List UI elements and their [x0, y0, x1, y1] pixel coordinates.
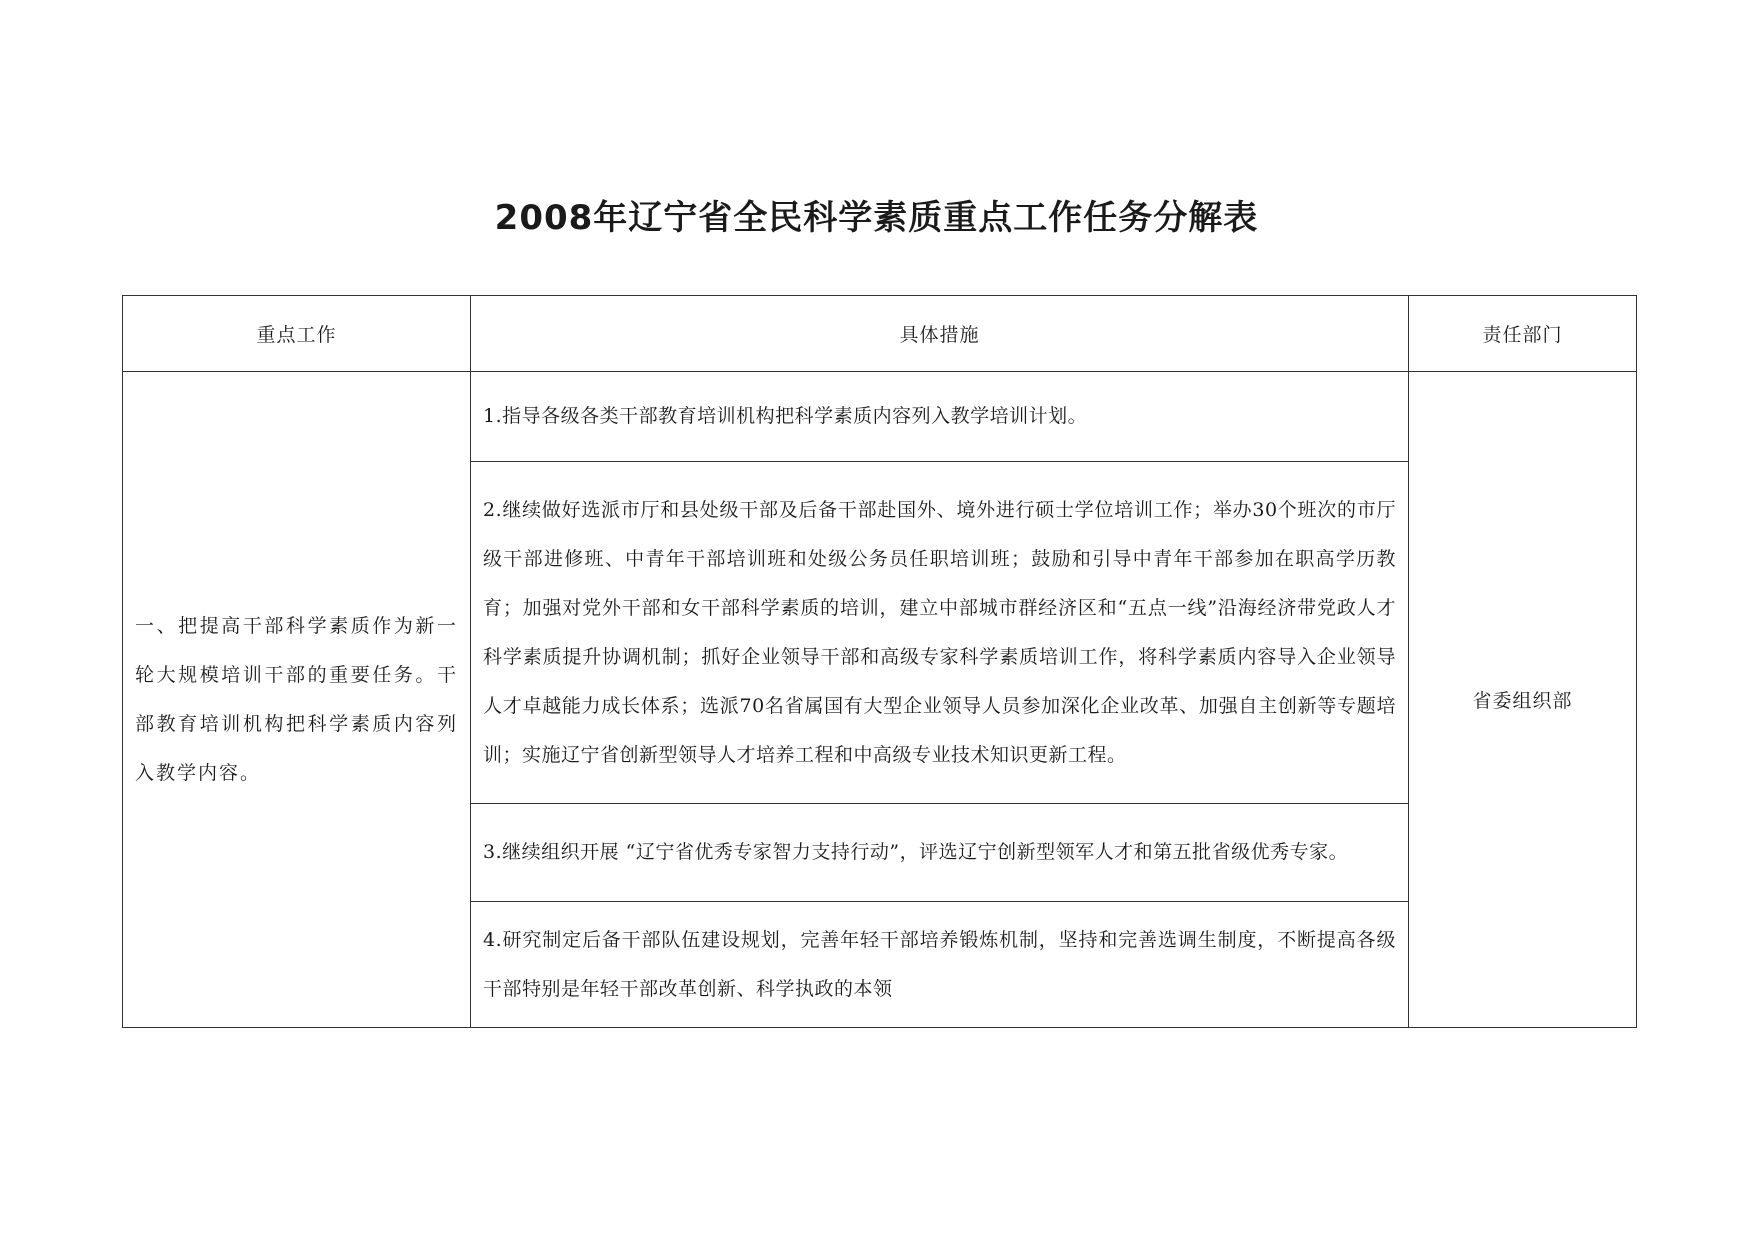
table-header-row	[123, 296, 1637, 372]
document-title: 2008年辽宁省全民科学素质重点工作任务分解表	[494, 198, 1259, 238]
header-measures: 具体措施	[471, 296, 1409, 372]
header-department: 责任部门	[1409, 296, 1637, 372]
key-work-cell: 一、把提高干部科学素质作为新一轮大规模培训干部的重要任务。干部教育培训机构把科学素质内容列入教学内容。	[123, 372, 471, 1028]
header-key-work: 重点工作	[123, 296, 471, 372]
task-breakdown-table	[122, 295, 1637, 1028]
department-cell: 省委组织部	[1409, 372, 1637, 1028]
measure-item-2: 2.继续做好选派市厅和县处级干部及后备干部赴国外、境外进行硕士学位培训工作；举办30个班次的市厅级干部进修班、中青年干部培训班和处级公务员任职培训班；鼓励和引导中青年干部参加在职高学历教育；加强对党外干部和女干部科学素质的培训，建立中部城市群经济区和“五点一线”沿海经济带党政人才科学素质提升协调机制；抓好企业领导干部和高级专家科学素质培训工作，将科学素质内容导入企业领导人才卓越能力成长体系；选派70名省属国有大型企业领导人员参加深化企业改革、加强自主创新等专题培训；实施辽宁省创新型领导人才培养工程和中高级专业技术知识更新工程。	[471, 462, 1409, 804]
measure-item-1: 1.指导各级各类干部教育培训机构把科学素质内容列入教学培训计划。	[471, 372, 1409, 462]
measure-item-3: 3.继续组织开展 “辽宁省优秀专家智力支持行动”，评选辽宁创新型领军人才和第五批省级优秀专家。	[471, 804, 1409, 902]
measure-item-4: 4.研究制定后备干部队伍建设规划，完善年轻干部培养锻炼机制，坚持和完善选调生制度，不断提高各级干部特别是年轻干部改革创新、科学执政的本领	[471, 902, 1409, 1028]
table-row	[123, 372, 1637, 462]
